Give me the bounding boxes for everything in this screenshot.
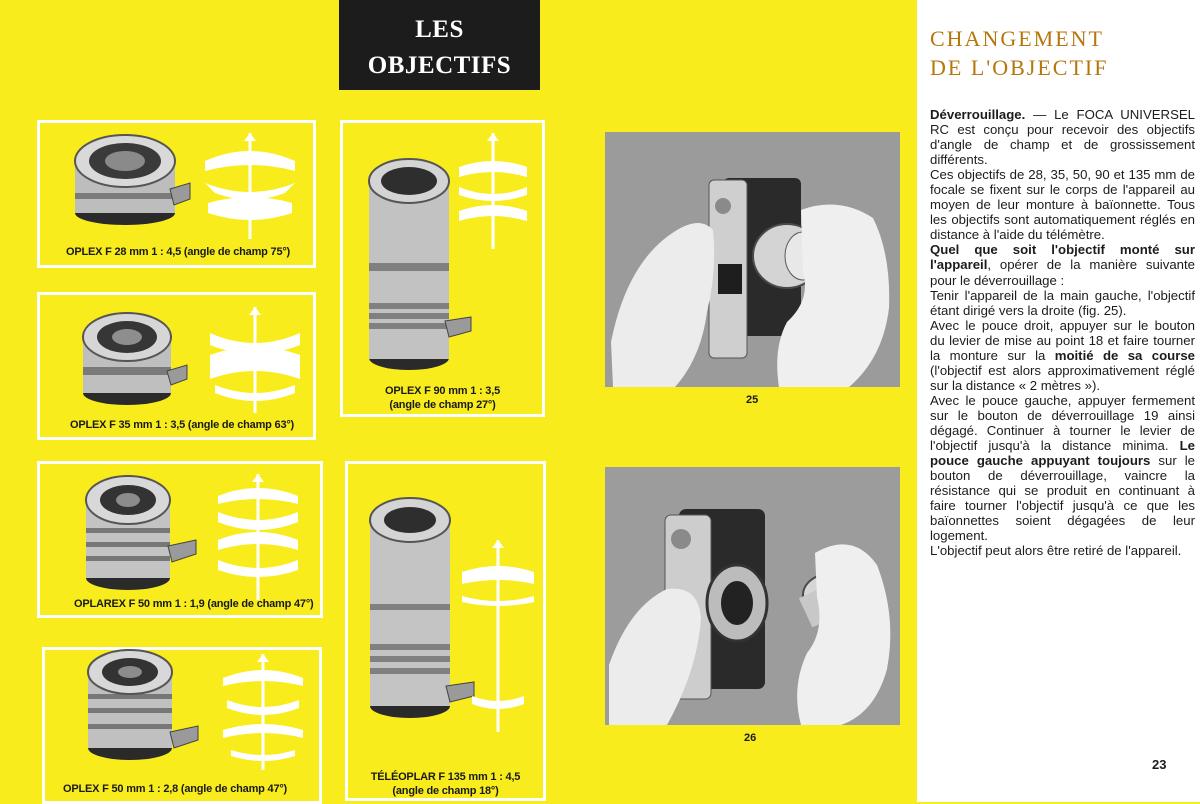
instructions-text — [930, 107, 1195, 558]
lens-diagram-135mm — [458, 536, 548, 736]
paragraph-6-text-a: Avec le pouce gauche, appuyer fermement sur le bouton de déverrouillage 19 ainsi dégagé. Continuer à tourner le levier de l'objectif jusqu'à la distance minima. — [930, 392, 1195, 454]
paragraph-1-bold: Déverrouillage. — [930, 107, 1026, 122]
lens-panel-50mm-oplarex — [37, 461, 323, 618]
paragraph-4: Tenir l'appareil de la main gauche, l'objectif étant dirigé vers la droite (fig. 25). — [930, 287, 1195, 318]
paragraph-5-bold: moitié de sa course — [1054, 347, 1195, 363]
paragraph-5 — [930, 318, 1195, 393]
title-line-1: LES — [415, 16, 464, 43]
lens-panel-28mm — [37, 120, 316, 268]
title-line-2: OBJECTIFS — [367, 52, 512, 79]
lens-photo-35mm — [75, 305, 195, 410]
lens-diagram-90mm — [453, 131, 543, 251]
lens-caption-135mm-line1: TÉLÉOPLAR F 135 mm 1 : 4,5 — [370, 771, 521, 783]
lens-panel-50mm-oplex — [42, 647, 322, 804]
lens-caption-135mm — [348, 770, 543, 798]
page-number: 23 — [1152, 757, 1167, 772]
lens-diagram-50mm-oplarex — [210, 472, 310, 602]
page-title — [339, 0, 540, 90]
paragraph-6-bold: Le pouce gauche appuyant toujours — [930, 438, 1195, 469]
figure-25 — [605, 132, 905, 412]
lens-panel-35mm — [37, 292, 316, 440]
lens-diagram-28mm — [200, 131, 300, 241]
section-heading-line-2: DE L'OBJECTIF — [930, 55, 1109, 80]
paragraph-3-bold: Quel que soit l'objectif monté sur l'appareil — [930, 242, 1195, 273]
paragraph-1 — [930, 107, 1195, 167]
figure-25-number: 25 — [746, 394, 759, 406]
section-heading — [930, 24, 1108, 82]
lens-panel-135mm — [345, 461, 546, 801]
lens-caption-50mm-oplex: OPLEX F 50 mm 1 : 2,8 (angle de champ 47°) — [63, 783, 288, 795]
paragraph-5-text-a: Avec le pouce droit, appuyer sur le bouton du levier de mise au point 18 et faire tourner la monture sur la — [930, 317, 1195, 363]
top-band — [600, 0, 917, 100]
lens-photo-28mm — [70, 131, 195, 229]
paragraph-6-text-b: sur le bouton de déverrouillage, vaincre la résistance qui se produit en continuant à faire tourner l'objectif jusqu'à ce que les baïonnettes soient dégagées de leur logement. — [930, 453, 1195, 544]
paragraph-1-text: — Le FOCA UNIVERSEL RC est conçu pour recevoir des objectifs d'angle de champ et de grossissement différents. — [930, 107, 1195, 168]
section-heading-line-1: CHANGEMENT — [930, 26, 1104, 51]
paragraph-6 — [930, 393, 1195, 543]
lens-caption-90mm-line2: (angle de champ 27°) — [389, 399, 496, 411]
lens-diagram-50mm-oplex — [213, 652, 313, 772]
figure-25-photo — [605, 132, 900, 387]
right-page — [600, 0, 1200, 802]
paragraph-5-text-b: (l'objectif est alors approximativement réglé sur la distance « 2 mètres »). — [930, 362, 1195, 393]
paragraph-2: Ces objectifs de 28, 35, 50, 90 et 135 mm de focale se fixent sur le corps de l'appareil au moyen de leur monture à baïonnette. Tous les objectifs sont automatiquement réglés en distance à l'aide du télémètre. — [930, 167, 1195, 243]
lens-caption-50mm-oplarex: OPLAREX F 50 mm 1 : 1,9 (angle de champ 47°) — [74, 598, 314, 610]
paragraph-3-text: , opérer de la manière suivante pour le déverrouillage : — [930, 257, 1195, 288]
lens-caption-28mm: OPLEX F 28 mm 1 : 4,5 (angle de champ 75°) — [66, 246, 291, 258]
paragraph-7: L'objectif peut alors être retiré de l'appareil. — [930, 543, 1182, 559]
figure-26-photo — [605, 467, 900, 725]
figure-26-number: 26 — [744, 732, 757, 744]
lens-caption-90mm-line1: OPLEX F 90 mm 1 : 3,5 — [384, 385, 500, 397]
lens-photo-50mm-oplarex — [78, 470, 203, 595]
lens-caption-135mm-line2: (angle de champ 18°) — [392, 785, 499, 797]
lens-photo-50mm-oplex — [78, 644, 208, 769]
paragraph-3 — [930, 242, 1195, 287]
lens-panel-90mm — [340, 120, 545, 417]
lens-diagram-35mm — [205, 305, 305, 415]
left-page — [0, 0, 600, 802]
lens-caption-35mm: OPLEX F 35 mm 1 : 3,5 (angle de champ 63°) — [70, 419, 295, 431]
lens-caption-90mm — [343, 384, 542, 412]
figure-26 — [605, 467, 905, 747]
